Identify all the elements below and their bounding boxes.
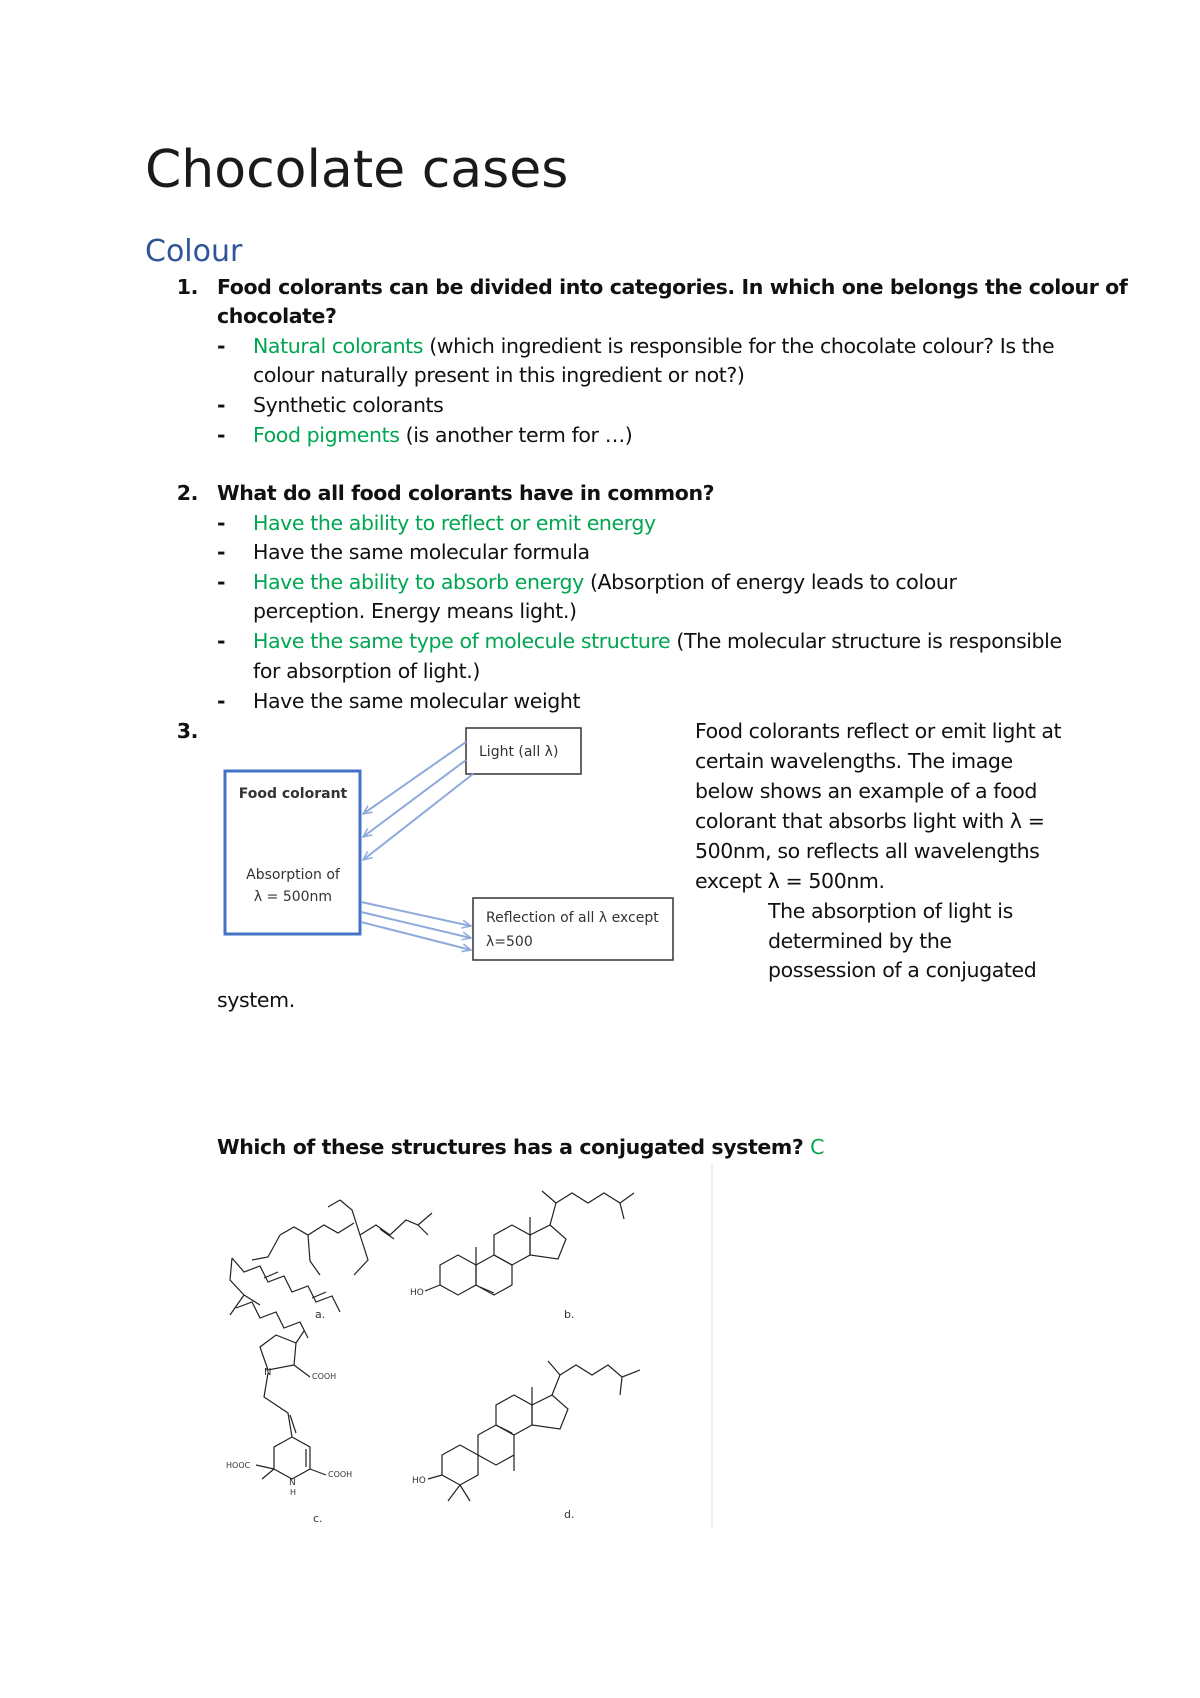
q1-number: 1.: [176, 275, 198, 299]
q2-opt1-bullet: -: [217, 511, 226, 535]
reflection-box: [473, 898, 673, 960]
q2-opt3-line2: perception. Energy means light.): [253, 599, 577, 623]
q2-opt4-note: (The molecular structure is responsible: [670, 629, 1062, 653]
structures-question: [217, 1132, 824, 1162]
structures-question-text: Which of these structures has a conjugated system?: [217, 1135, 804, 1159]
q1-text-line2: chocolate?: [217, 304, 337, 328]
q1-text-line1: Food colorants can be divided into categories. In which one belongs the colour of: [217, 275, 1128, 299]
q3-side-line-6: except λ = 500nm.: [695, 869, 885, 893]
structures-answer: C: [810, 1135, 825, 1159]
q2-opt4-bullet: -: [217, 629, 226, 653]
label-b: b.: [564, 1308, 575, 1321]
absorption-line2: λ = 500nm: [253, 889, 333, 905]
label-cooh-top: COOH: [312, 1372, 337, 1381]
q1-opt1-answer: Natural colorants: [253, 334, 424, 358]
q3-number: 3.: [176, 719, 198, 743]
q1-opt2: Synthetic colorants: [253, 393, 444, 417]
q1-opt2-bullet: -: [217, 393, 226, 417]
q1-opt3-note: (is another term for …): [399, 423, 633, 447]
label-h: H: [290, 1488, 297, 1497]
q2-text: What do all food colorants have in common?: [217, 481, 715, 505]
q1-opt3: [253, 420, 632, 450]
q3-side-line-1: Food colorants reflect or emit light at: [695, 719, 1062, 743]
q2-opt4-line2: for absorption of light.): [253, 659, 480, 683]
q3-side-line-3: below shows an example of a food: [695, 779, 1038, 803]
reflection-line2: λ=500: [486, 934, 533, 950]
label-a: a.: [315, 1308, 326, 1321]
q2-opt2-bullet: -: [217, 540, 226, 564]
q2-opt3-answer: Have the ability to absorb energy: [253, 570, 584, 594]
label-cooh-bottom: COOH: [328, 1470, 353, 1479]
absorption-line1: Absorption of: [246, 867, 340, 883]
q2-opt5: Have the same molecular weight: [253, 689, 581, 713]
light-label: Light (all λ): [479, 744, 559, 760]
reflected-light-arrows: [361, 902, 471, 950]
incoming-light-arrows: [363, 742, 473, 860]
q1-opt3-bullet: -: [217, 423, 226, 447]
q1-opt1-bullet: -: [217, 334, 226, 358]
label-hooc: HOOC: [226, 1461, 251, 1470]
molecule-structures-figure: [220, 1165, 715, 1530]
q3-side-line-2: certain wavelengths. The image: [695, 749, 1013, 773]
q3-indent-line-1: The absorption of light is: [768, 899, 1013, 923]
q1-opt1: [253, 331, 1054, 361]
structure-a: [230, 1200, 432, 1338]
q1-opt1-note: (which ingredient is responsible for the chocolate colour? Is the: [423, 334, 1055, 358]
q2-opt3-note: (Absorption of energy leads to colour: [583, 570, 957, 594]
q2-opt5-bullet: -: [217, 689, 226, 713]
q3-indent-line-2: determined by the: [768, 929, 952, 953]
label-n-bottom: N: [289, 1478, 296, 1488]
q3-indent-line-3: possession of a conjugated: [768, 958, 1037, 982]
q2-opt1: Have the ability to reflect or emit energy: [253, 511, 656, 535]
reflection-line1: Reflection of all λ except: [486, 910, 659, 926]
q1-opt3-answer: Food pigments: [253, 423, 400, 447]
structure-d: [428, 1361, 640, 1501]
q3-wrap-line: system.: [217, 988, 295, 1012]
q2-number: 2.: [176, 481, 198, 505]
structure-b: [425, 1191, 634, 1295]
label-ho-d: HO: [412, 1476, 426, 1486]
light-absorption-diagram: [215, 720, 685, 970]
colorant-title: Food colorant: [238, 786, 348, 802]
q2-opt3: [253, 567, 957, 597]
q3-side-line-4: colorant that absorbs light with λ =: [695, 809, 1045, 833]
q2-opt4: [253, 626, 1062, 656]
q2-opt2: Have the same molecular formula: [253, 540, 590, 564]
page-title: Chocolate cases: [145, 140, 569, 200]
label-c: c.: [313, 1512, 323, 1525]
label-d: d.: [564, 1508, 575, 1521]
q3-side-line-5: 500nm, so reflects all wavelengths: [695, 839, 1040, 863]
label-n-top: N: [264, 1367, 272, 1378]
q2-opt4-answer: Have the same type of molecule structure: [253, 629, 671, 653]
label-ho-b: HO: [410, 1288, 424, 1298]
q1-opt1-line2: colour naturally present in this ingredient or not?): [253, 363, 745, 387]
q2-opt3-bullet: -: [217, 570, 226, 594]
structure-c: [256, 1331, 326, 1479]
section-heading: Colour: [145, 234, 243, 269]
